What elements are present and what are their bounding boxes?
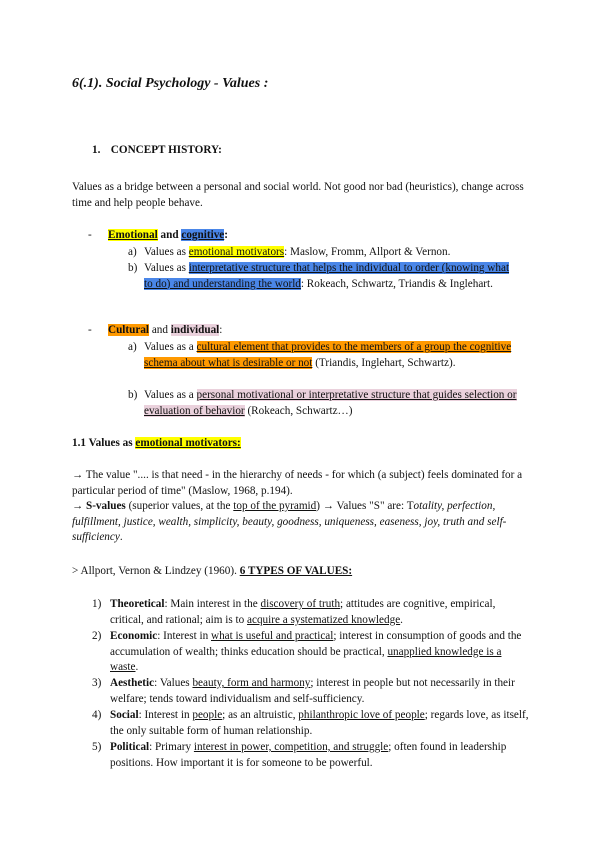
value-type-name: Aesthetic: [110, 677, 155, 689]
item-suffix: : Rokeach, Schwartz, Triandis & Inglehart.: [300, 277, 493, 290]
item-text: [110, 676, 532, 707]
s-values-text-2: ) → Values "S" are: T: [316, 500, 414, 513]
underlined-phrase: discovery of truth: [260, 598, 341, 610]
six-types-heading: 6 TYPES OF VALUES:: [239, 565, 353, 577]
underlined-phrase: philanthropic love of people: [298, 709, 425, 721]
period: .: [119, 531, 123, 544]
page-title: 6(.1). Social Psychology - Values :: [72, 76, 269, 91]
item-label: a): [128, 341, 137, 353]
text-segment: : Main interest in the: [164, 598, 261, 610]
maslow-quote: → The value ".... is that need - in the hierarchy of needs - for which (a subject) feels dominated for a particular period of time" (Maslow, 1968, p.194).: [72, 469, 523, 497]
colon: :: [224, 229, 228, 241]
arrow: →: [72, 500, 86, 513]
text-segment: : Interest in: [138, 709, 193, 721]
item-text: [110, 597, 532, 628]
text-segment: ; interest in people but not necessarily in their welfare; tends toward individualism and self-sufficiency.: [110, 677, 515, 705]
allport-line: [72, 564, 542, 580]
highlight-cultural-element: cultural element that provides to the members of a group the cognitive schema about what is desirable or not: [144, 341, 512, 369]
item-number: 5): [92, 741, 102, 753]
text-segment: : Primary: [149, 741, 194, 753]
item-label: a): [128, 246, 137, 258]
and-text: and: [149, 324, 171, 336]
list-item: [128, 388, 518, 419]
underlined-phrase: interest in power, competition, and struggle: [193, 741, 389, 753]
value-type-item: [92, 597, 532, 628]
value-type-item: [92, 740, 532, 771]
intro-paragraph: Values as a bridge between a personal and social world. Not good nor bad (heuristics), change across time and help people behave.: [72, 181, 524, 209]
text-segment: : Interest in: [157, 630, 211, 642]
top-of-pyramid: top of the pyramid: [233, 500, 317, 513]
item-suffix: (Triandis, Inglehart, Schwartz).: [312, 356, 456, 369]
list-item: [128, 340, 518, 371]
s-values-list: otality, perfection, fulfillment, justice, wealth, simplicity, beauty, goodness, uniqueness, easeness, joy, truth and self-sufficiency: [72, 500, 507, 544]
text-segment: ; as an altruistic,: [222, 709, 299, 721]
item-number: 1): [92, 598, 102, 610]
text-segment: .: [400, 613, 403, 626]
value-type-name: Political: [110, 741, 150, 753]
item-number: 2): [92, 630, 102, 642]
s-values-text: (superior values, at the: [125, 500, 234, 513]
underlined-phrase: unapplied knowledge is a waste: [110, 645, 502, 674]
text-segment: ; interest in consumption of goods and the accumulation of wealth; thinks education should be practical,: [110, 630, 522, 658]
allport-citation: > Allport, Vernon & Lindzey (1960).: [72, 565, 240, 577]
term-emotional: Emotional: [108, 229, 158, 241]
colon: :: [219, 324, 223, 336]
underlined-phrase: acquire a systematized knowledge: [247, 613, 401, 626]
section-heading-concept-history: [92, 143, 222, 159]
section-number: 1.: [92, 144, 101, 156]
value-type-item: [92, 676, 532, 707]
subsection-prefix: 1.1 Values as: [72, 437, 136, 449]
item-prefix: Values as a: [144, 389, 197, 401]
item-suffix: (Rokeach, Schwartz…): [244, 404, 353, 417]
bullet-cultural-individual: [88, 323, 222, 339]
item-prefix: Values as: [144, 262, 189, 274]
maslow-quote-paragraph: [72, 468, 542, 546]
underlined-phrase: what is useful and practical: [210, 630, 334, 642]
and-text: and: [157, 229, 182, 241]
list-item: [128, 261, 518, 292]
highlight-personal-motivational: personal motivational or interpretative structure that guides selection or evaluation of behavior: [144, 389, 517, 417]
item-prefix: Values as a: [144, 341, 197, 353]
item-label: b): [128, 389, 138, 401]
underlined-phrase: people: [192, 709, 223, 721]
item-label: b): [128, 262, 138, 274]
value-type-item: [92, 708, 532, 739]
text-segment: : Values: [154, 677, 193, 689]
text-segment: .: [135, 661, 139, 674]
value-type-item: [92, 629, 532, 676]
bullet-emotional-cognitive: [88, 228, 228, 244]
value-type-name: Social: [110, 709, 139, 721]
text-segment: ; attitudes are cognitive, empirical, critical, and rational; aim is to: [110, 598, 496, 626]
underlined-phrase: beauty, form and harmony: [192, 677, 311, 689]
highlight-emotional-motivators: emotional motivators: [188, 246, 285, 258]
highlight-emotional-motivators-heading: emotional motivators:: [135, 437, 241, 449]
list-item: [128, 245, 518, 261]
bullet-dash: -: [88, 229, 92, 241]
value-type-name: Economic: [110, 630, 158, 642]
s-values-term: S-values: [85, 500, 126, 513]
section-heading-text: CONCEPT HISTORY:: [110, 144, 222, 156]
bullet-dash: -: [88, 324, 92, 336]
item-text: [110, 629, 532, 676]
subsection-heading-1-1: [72, 436, 542, 452]
term-individual: individual: [170, 324, 220, 336]
highlight-interpretative-structure: interpretative structure that helps the individual to order (knowing what to do) and understanding the world: [144, 262, 510, 290]
item-number: 4): [92, 709, 102, 721]
term-cultural: Cultural: [108, 324, 150, 336]
item-number: 3): [92, 677, 102, 689]
item-suffix: : Maslow, Fromm, Allport & Vernon.: [284, 246, 451, 258]
item-text: [110, 708, 532, 739]
term-cognitive: cognitive: [181, 229, 225, 241]
item-text: [110, 740, 532, 771]
value-type-name: Theoretical: [110, 598, 165, 610]
text-segment: ; regards love, as itself, the only suitable form of human relationship.: [110, 709, 529, 737]
text-segment: ; often found in leadership positions. How important it is for someone to be powerful.: [110, 741, 507, 769]
item-prefix: Values as: [144, 246, 189, 258]
